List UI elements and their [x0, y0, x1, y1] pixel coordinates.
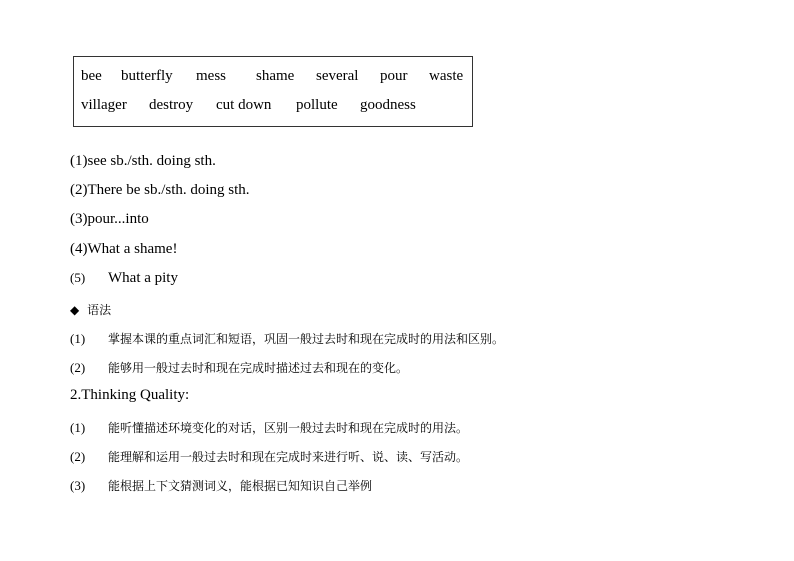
thinking-item-1 [70, 419, 468, 436]
vocab-word: butterfly [121, 68, 173, 84]
thinking-quality-title: 2.Thinking Quality: [70, 387, 190, 403]
vocab-word: pour [380, 68, 408, 84]
grammar-item-2-number: (2) [70, 360, 86, 375]
grammar-title: 语法 [87, 303, 112, 317]
thinking-item-1-number: (1) [70, 420, 86, 435]
thinking-item-3 [70, 477, 372, 494]
phrase-4: (4)What a shame! [70, 241, 178, 257]
thinking-item-2 [70, 448, 468, 465]
vocab-word: villager [81, 97, 127, 113]
grammar-heading [70, 301, 111, 318]
vocab-word: several [316, 68, 359, 84]
grammar-item-2 [70, 359, 408, 376]
thinking-item-2-number: (2) [70, 449, 86, 464]
thinking-item-1-text: 能听懂描述环境变化的对话，区别一般过去时和现在完成时的用法。 [108, 421, 469, 435]
vocab-word: cut down [216, 97, 272, 113]
phrase-5-number: (5) [70, 270, 86, 285]
phrase-5 [70, 270, 178, 287]
vocab-word: shame [256, 68, 295, 84]
diamond-bullet-icon: ◆ [70, 303, 80, 317]
vocab-word: pollute [296, 97, 338, 113]
grammar-item-1 [70, 330, 504, 347]
thinking-item-3-text: 能根据上下文猜测词义，能根据已知知识自己举例 [108, 479, 373, 493]
grammar-item-1-number: (1) [70, 331, 86, 346]
thinking-item-3-number: (3) [70, 478, 86, 493]
vocab-word: waste [429, 68, 464, 84]
vocabulary-box [73, 56, 473, 127]
vocab-word: bee [81, 68, 102, 84]
grammar-item-1-text: 掌握本课的重点词汇和短语，巩固一般过去时和现在完成时的用法和区别。 [108, 332, 505, 346]
vocab-word: destroy [149, 97, 194, 113]
phrase-1: (1)see sb./sth. doing sth. [70, 153, 216, 169]
phrase-2: (2)There be sb./sth. doing sth. [70, 182, 250, 198]
thinking-item-2-text: 能理解和运用一般过去时和现在完成时来进行听、说、读、写活动。 [108, 450, 469, 464]
phrase-5-text: What a pity [108, 270, 178, 286]
vocab-word: mess [196, 68, 226, 84]
grammar-item-2-text: 能够用一般过去时和现在完成时描述过去和现在的变化。 [108, 361, 409, 375]
vocab-word: goodness [360, 97, 416, 113]
phrase-3: (3)pour...into [70, 211, 149, 227]
